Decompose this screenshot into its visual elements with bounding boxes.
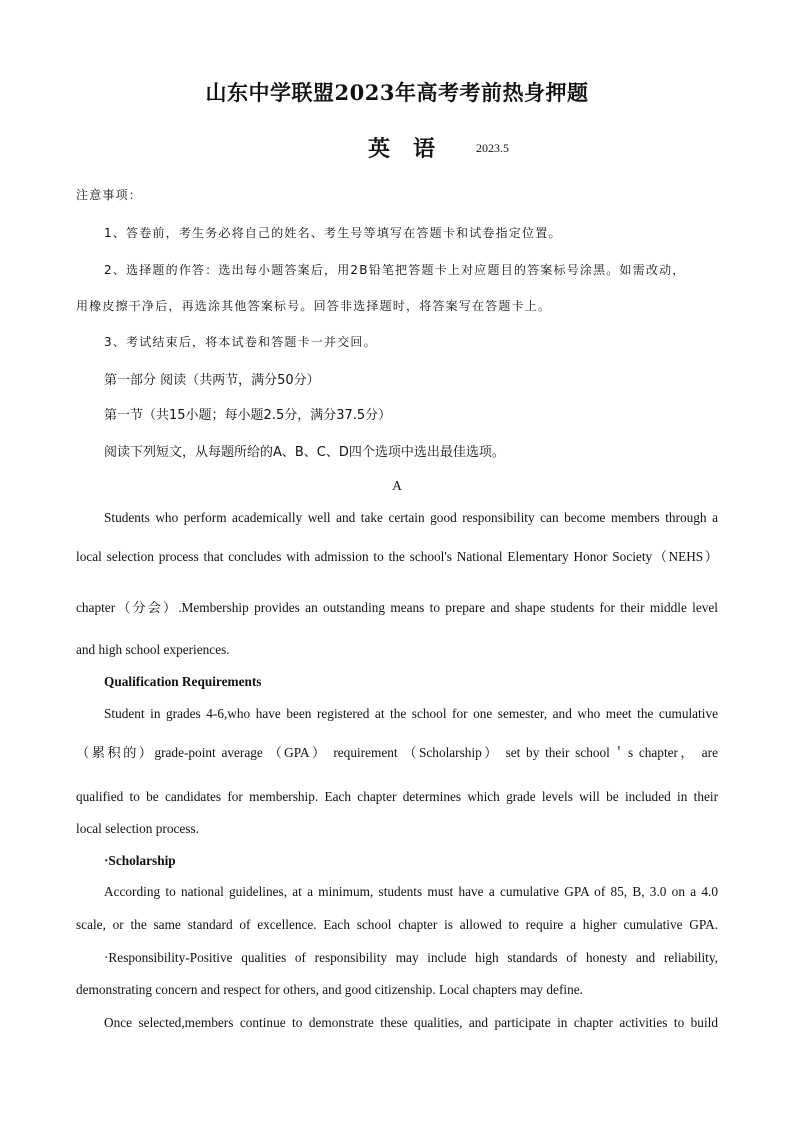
notes-item-1: 1、答卷前，考生务必将自己的姓名、考生号等填写在答题卡和试卷指定位置。 bbox=[104, 226, 562, 240]
exam-title: 山东中学联盟2023年高考考前热身押题 bbox=[205, 80, 589, 105]
exam-date: 2023.5 bbox=[476, 141, 509, 155]
passage-p1-line-3: chapter（分会）.Membership provides an outstanding means to prepare and shape students for their middle level bbox=[76, 600, 718, 615]
passage-p1-line-1: Students who perform academically well and take certain good responsibility can become members through a bbox=[104, 510, 718, 525]
notes-item-3: 3、考试结束后，将本试卷和答题卡一并交回。 bbox=[104, 335, 377, 349]
section-one-heading: 第一节（共15小题；每小题2.5分，满分37.5分） bbox=[104, 408, 392, 423]
passage-p2-line-1: Student in grades 4-6,who have been registered at the school for one semester, and who meet the cumulative bbox=[104, 706, 718, 721]
passage-p2-line-2: （累积的）grade-point average （GPA） requirement （Scholarship） set by their school＇s chapter， are bbox=[76, 745, 718, 760]
passage-p1-line-2: local selection process that concludes with admission to the school's National Elementary Honor Society（NEHS） bbox=[76, 549, 718, 564]
subject-char-2: 语 bbox=[413, 136, 437, 162]
notes-item-2-line-1: 2、选择题的作答：选出每小题答案后，用2B铅笔把答题卡上对应题目的答案标号涂黑。如需改动， bbox=[104, 263, 686, 277]
part-one-heading: 第一部分 阅读（共两节，满分50分） bbox=[104, 373, 320, 388]
passage-p3-line-2: scale, or the same standard of excellence. Each school chapter is allowed to require a higher cumulative GPA. bbox=[76, 917, 718, 932]
qualification-heading: Qualification Requirements bbox=[104, 674, 262, 689]
scholarship-heading: ·Scholarship bbox=[104, 853, 176, 868]
subject-title bbox=[368, 132, 436, 163]
passage-label: A bbox=[392, 478, 402, 493]
passage-p4-line-2: demonstrating concern and respect for others, and good citizenship. Local chapters may define. bbox=[76, 982, 583, 997]
notes-item-2-line-2: 用橡皮擦干净后，再选涂其他答案标号。回答非选择题时，将答案写在答题卡上。 bbox=[76, 299, 552, 313]
passage-p1-line-4: and high school experiences. bbox=[76, 642, 230, 657]
subject-char-1: 英 bbox=[368, 136, 392, 162]
passage-p2-line-4: local selection process. bbox=[76, 821, 199, 836]
passage-p4-line-1: ·Responsibility-Positive qualities of responsibility may include high standards of honesty and reliability, bbox=[104, 950, 718, 965]
passage-p3-line-1: According to national guidelines, at a minimum, students must have a cumulative GPA of 85, B, 3.0 on a 4.0 bbox=[104, 884, 718, 899]
reading-instruction: 阅读下列短文，从每题所给的A、B、C、D四个选项中选出最佳选项。 bbox=[104, 445, 505, 460]
passage-p2-line-3: qualified to be candidates for membership. Each chapter determines which grade levels will be included in their bbox=[76, 789, 718, 804]
passage-p5-line-1: Once selected,members continue to demonstrate these qualities, and participate in chapter activities to build bbox=[104, 1015, 718, 1030]
notes-heading: 注意事项： bbox=[76, 188, 143, 202]
